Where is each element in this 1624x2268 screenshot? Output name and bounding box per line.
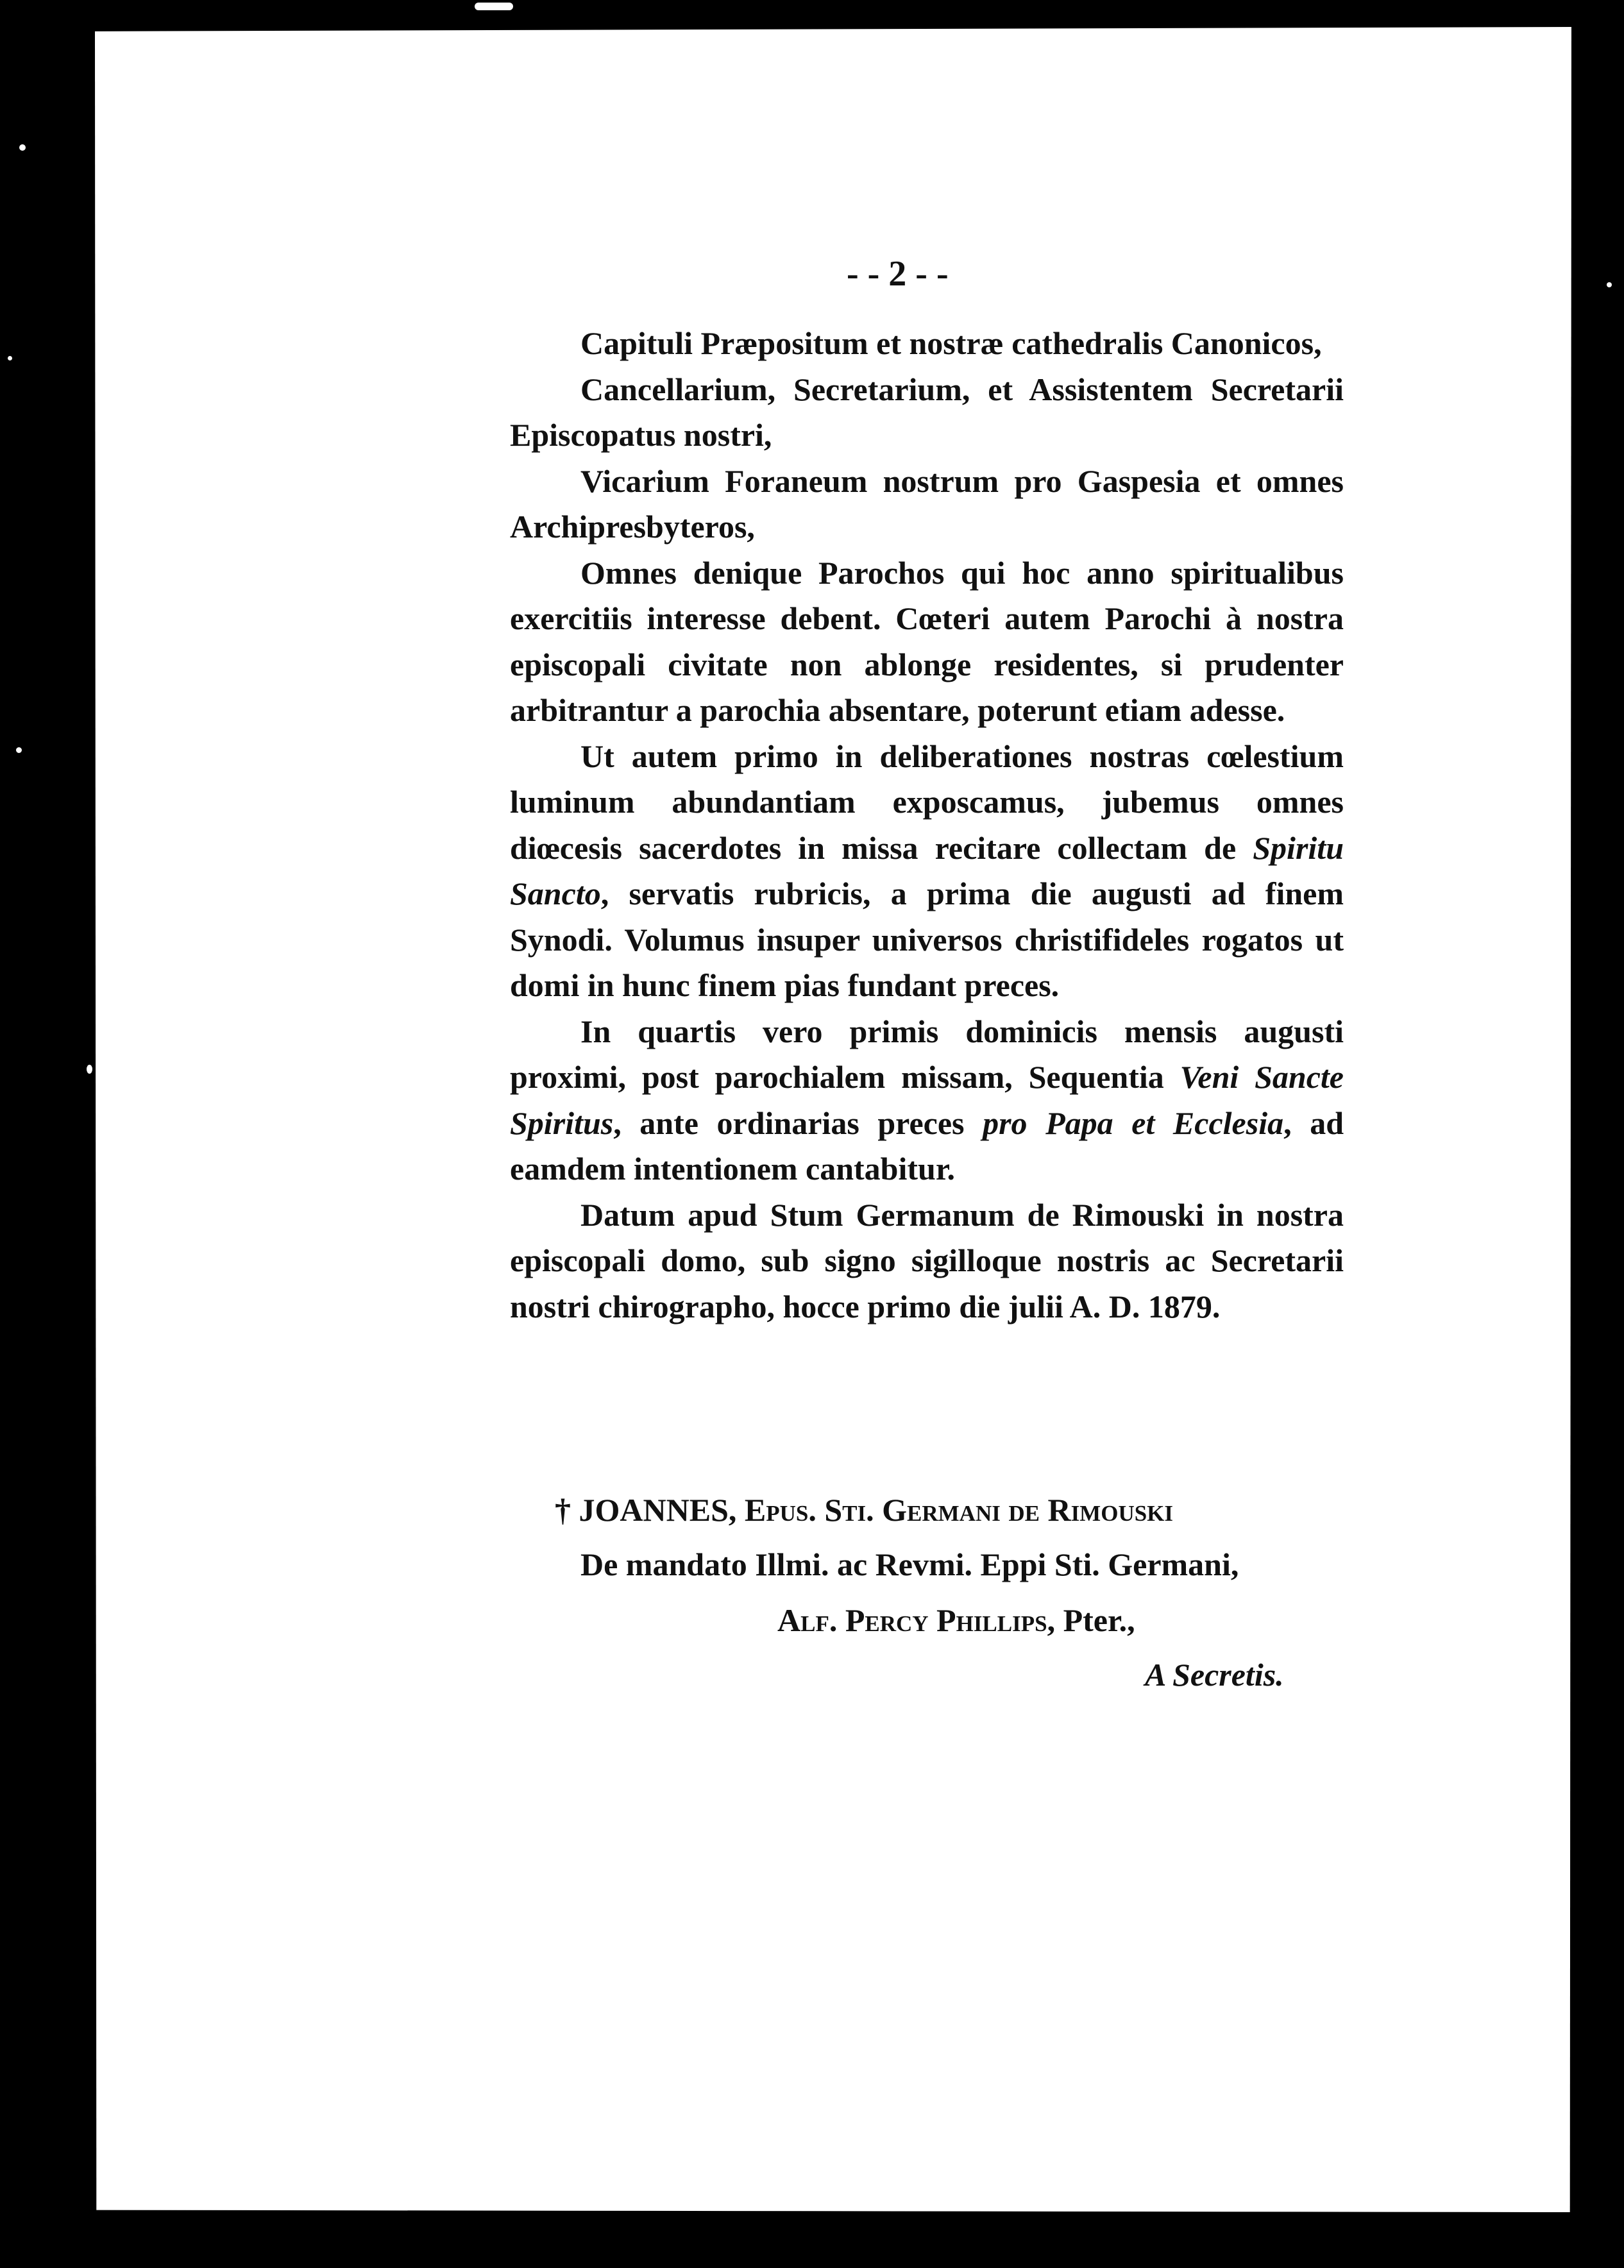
scan-speck: [16, 747, 22, 753]
paragraph-sequence-italic-papa: pro Papa et Ecclesia: [983, 1104, 1284, 1141]
mandate-line: De mandato Illmi. ac Revmi. Eppi Sti. Germani,: [580, 1546, 1239, 1582]
paragraph-sequence-text: In quartis vero primis dominicis mensis augusti proximi, post parochialem missam, Sequentia: [510, 1013, 1344, 1095]
paragraph-sequence-italic-veni: Veni Sancte Spiritus: [510, 1059, 1344, 1141]
scan-speck: [8, 356, 12, 360]
secretary-role: A Secretis.: [1145, 1657, 1284, 1693]
secretary-signature: [777, 1602, 1135, 1639]
bishop-title: Epus. Sti. Germani de Rimouski: [744, 1492, 1174, 1528]
paragraph-datum: Datum apud Stum Germanum de Rimouski in nostra episcopali domo, sub signo sigilloque nostris ac Secretarii nostri chirographo, hocce primo die julii A. D. 1879.: [510, 1196, 1344, 1324]
paragraph-sequence-text-mid: , ante ordinarias preces: [613, 1104, 965, 1141]
cross-mark: †: [555, 1492, 571, 1528]
paragraph-collect-italic: Spiritu Sancto: [510, 829, 1344, 911]
paragraph-chapter-canons: Capituli Præpositum et nostræ cathedralis Canonicos,: [580, 325, 1322, 361]
page-number: - - 2 - -: [847, 254, 949, 294]
scan-speck: [19, 144, 26, 151]
paragraph-vicar-foraneus: Vicarium Foraneum nostrum pro Gaspesia et omnes Archipresbyteros,: [510, 462, 1344, 545]
scan-speck: [87, 1065, 92, 1074]
paragraph-chancellor: Cancellarium, Secretarium, et Assistentem Secretarii Episcopatus nostri,: [510, 371, 1344, 453]
paragraph-sequence: [510, 1009, 1344, 1192]
paragraph-collect: [510, 734, 1344, 1009]
secretary-suffix: Pter.,: [1063, 1602, 1135, 1638]
body-text: [510, 321, 1344, 1330]
secretary-name: Alf. Percy Phillips,: [777, 1602, 1056, 1638]
paragraph-collect-text-end: , servatis rubricis, a prima die augusti ad finem Synodi. Volumus insuper universos christifideles rogatos ut domi in hunc finem pias fundant preces.: [510, 876, 1344, 1003]
paragraph-sequence-text-end: , ad eamdem intentionem cantabitur.: [510, 1104, 1344, 1187]
bishop-signature: [555, 1491, 1173, 1528]
scan-speck: [475, 3, 513, 10]
scan-speck: [1607, 282, 1612, 287]
paragraph-parish-priests: Omnes denique Parochos qui hoc anno spiritualibus exercitiis interesse debent. Cœteri autem Parochi à nostra episcopali civitate non ablonge residentes, si prudenter arbitrantur a parochia absentare, poterunt etiam adesse.: [510, 554, 1344, 728]
paragraph-collect-text: Ut autem primo in deliberationes nostras cœlestium luminum abundantiam exposcamus, jubemus omnes diœcesis sacerdotes in missa recitare collectam de: [510, 738, 1344, 866]
bishop-name: JOANNES,: [579, 1492, 737, 1528]
